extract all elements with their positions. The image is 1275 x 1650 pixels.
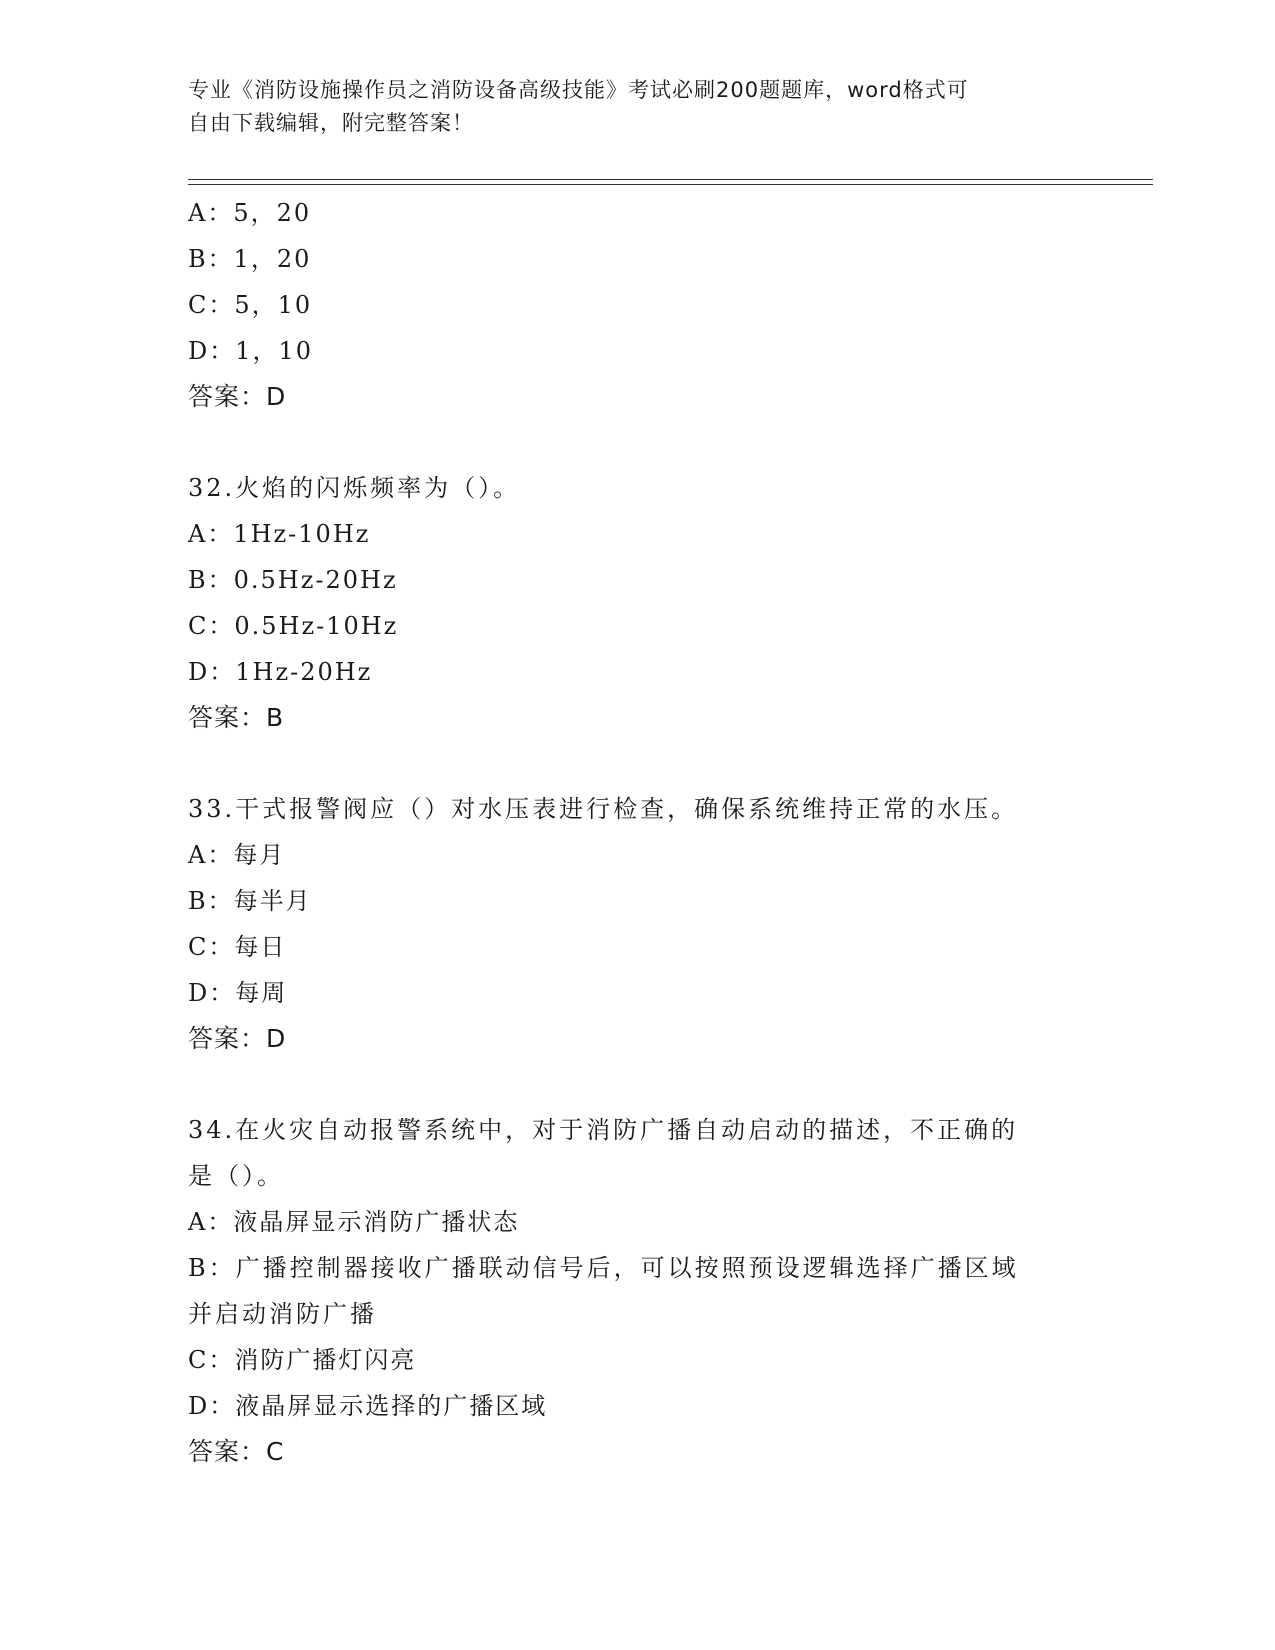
option-b-line-2: 并启动消防广播 [188, 1300, 377, 1328]
question-spacer [188, 741, 1088, 786]
option-b-line-1: B：广播控制器接收广播联动信号后，可以按照预设逻辑选择广播区域 [188, 1254, 1019, 1282]
question-31-continued [188, 190, 1088, 420]
header-title-line-2: 自由下载编辑，附完整答案！ [188, 111, 474, 135]
option-d: D：液晶屏显示选择的广播区域 [188, 1392, 548, 1420]
question-32 [188, 465, 1088, 741]
option-a: A：1Hz-10Hz [188, 520, 371, 548]
option-c: C：0.5Hz-10Hz [188, 612, 399, 640]
question-stem: 33.干式报警阀应（）对水压表进行检查，确保系统维持正常的水压。 [188, 795, 1019, 823]
answer-line: 答案：C [188, 1437, 285, 1466]
option-d: D：1Hz-20Hz [188, 658, 373, 686]
question-34 [188, 1107, 1088, 1475]
option-d: D：每周 [188, 979, 288, 1007]
question-stem-line-2: 是（）。 [188, 1162, 284, 1190]
option-c: C：5，10 [188, 291, 313, 319]
option-c: C：每日 [188, 933, 287, 961]
option-a: A：液晶屏显示消防广播状态 [188, 1208, 520, 1236]
question-33 [188, 786, 1088, 1062]
header-divider [188, 179, 1153, 185]
question-stem-line-1: 34.在火灾自动报警系统中，对于消防广播自动启动的描述，不正确的 [188, 1116, 1019, 1144]
answer-line: 答案：D [188, 1024, 287, 1053]
option-c: C：消防广播灯闪亮 [188, 1346, 417, 1374]
option-b: B：0.5Hz-20Hz [188, 566, 398, 594]
answer-line: 答案：D [188, 382, 287, 411]
document-header [188, 74, 1068, 140]
question-stem: 32.火焰的闪烁频率为（）。 [188, 474, 521, 502]
option-b: B：1，20 [188, 245, 312, 273]
answer-line: 答案：B [188, 703, 285, 732]
question-spacer [188, 420, 1088, 465]
option-b: B：每半月 [188, 887, 312, 915]
question-list [188, 190, 1088, 1475]
option-a: A：5，20 [188, 199, 312, 227]
option-d: D：1，10 [188, 337, 314, 365]
header-title-line-1: 专业《消防设施操作员之消防设备高级技能》考试必刷200题题库，word格式可 [188, 78, 969, 102]
question-spacer [188, 1062, 1088, 1107]
option-a: A：每月 [188, 841, 286, 869]
